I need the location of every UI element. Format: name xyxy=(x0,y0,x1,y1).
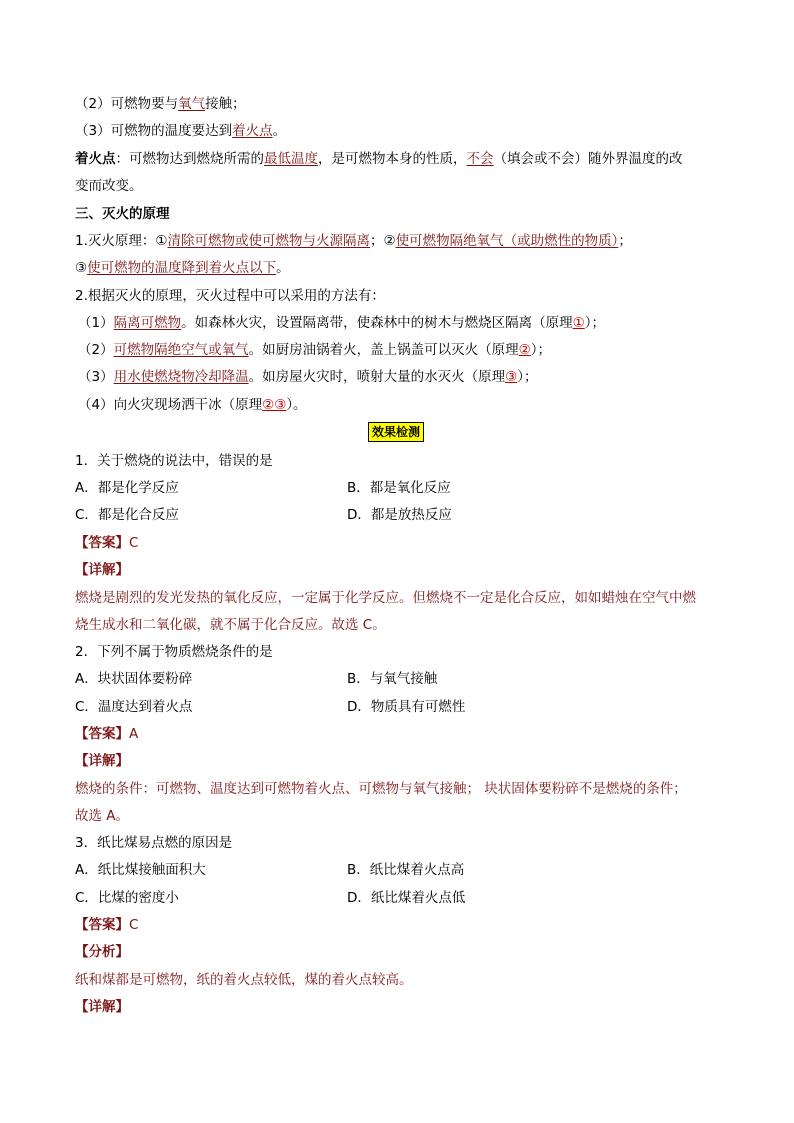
q2-answer xyxy=(75,724,734,744)
method-1-key: 隔离可燃物 xyxy=(113,315,182,331)
condition-3-prefix: （3）可燃物的温度要达到 xyxy=(75,123,233,139)
method-2-key: 可燃物隔绝空气或氧气 xyxy=(113,342,249,358)
q3-option-b: B．纸比煤着火点高 xyxy=(347,862,465,878)
method-1-text: 。如森林火灾，设置隔离带，使森林中的树木与燃烧区隔离（原理 xyxy=(181,315,573,331)
q3-analysis-label: 【分析】 xyxy=(75,944,129,960)
method-2-end: ）； xyxy=(530,342,551,358)
q2-answer-label: 【答案】 xyxy=(75,726,129,742)
q1-option-a: A．都是化学反应 xyxy=(75,480,179,496)
condition-2-suffix: 接触； xyxy=(205,96,246,112)
method-2-prefix: （2） xyxy=(78,342,114,358)
method-4 xyxy=(78,395,734,415)
q1-answer xyxy=(75,533,734,553)
q1-detail-2: 烧生成水和二氧化碳，就不属于化合反应。故选 C。 xyxy=(75,617,386,633)
method-1 xyxy=(78,313,734,333)
method-2 xyxy=(78,340,734,360)
q3-answer-value: C xyxy=(129,917,139,933)
q1-detail-1: 燃烧是剧烈的发光发热的氧化反应，一定属于化学反应。但燃烧不一定是化合反应，如如蜡烛在空气中燃 xyxy=(75,590,696,606)
effect-test-badge: 效果检测 xyxy=(368,422,424,442)
condition-3 xyxy=(75,121,734,141)
method-3-key: 用水使燃烧物冷却降温 xyxy=(113,369,249,385)
q3-answer xyxy=(75,915,734,935)
principle-key-1: 清除可燃物或使可燃物与火源隔离 xyxy=(167,233,370,249)
methods-intro: 2.根据灭火的原理，灭火过程中可以采用的方法有： xyxy=(75,288,385,304)
ignition-text-a: ：可燃物达到燃烧所需的 xyxy=(115,151,264,167)
q1-detail-label: 【详解】 xyxy=(75,562,129,578)
q3-answer-label: 【答案】 xyxy=(75,917,129,933)
q3-option-c: C．比煤的密度小 xyxy=(75,890,179,906)
ignition-definition-cont xyxy=(75,176,734,196)
q3-stem: 3．纸比煤易点燃的原因是 xyxy=(75,835,233,851)
principle-prefix: 1.灭火原理：① xyxy=(75,233,168,249)
ignition-text-b: ，是可燃物本身的性质， xyxy=(318,151,467,167)
principle-mid: ；② xyxy=(369,233,396,249)
principle-end: ； xyxy=(618,233,632,249)
q2-option-d: D．物质具有可燃性 xyxy=(347,699,466,715)
q3-detail-label: 【详解】 xyxy=(75,999,129,1015)
q2-option-b: B．与氧气接触 xyxy=(347,671,438,687)
ignition-text-c: （填会或不会）随外界温度的改 xyxy=(493,151,683,167)
method-1-ref: ① xyxy=(572,315,585,331)
q2-stem: 2．下列不属于物质燃烧条件的是 xyxy=(75,644,273,660)
q1-stem: 1．关于燃烧的说法中，错误的是 xyxy=(75,453,273,469)
method-3-text: 。如房屋火灾时，喷射大量的水灭火（原理 xyxy=(248,369,506,385)
q2-detail-2: 故选 A。 xyxy=(75,808,130,824)
method-3 xyxy=(78,367,734,387)
q1-answer-label: 【答案】 xyxy=(75,535,129,551)
q2-detail-1: 燃烧的条件：可燃物、温度达到可燃物着火点、可燃物与氧气接触； 块状固体要粉碎不是燃烧的条件； xyxy=(75,781,687,797)
method-4-end: ）。 xyxy=(286,397,307,413)
q1-option-d: D．都是放热反应 xyxy=(347,507,452,523)
q3-option-a: A．纸比煤接触面积大 xyxy=(75,862,206,878)
method-4-text: （4）向火灾现场洒干冰（原理 xyxy=(78,397,263,413)
ignition-definition xyxy=(75,149,734,169)
method-4-ref: ②③ xyxy=(262,397,287,413)
principle-line-2 xyxy=(75,258,734,278)
method-1-end: ）； xyxy=(584,315,605,331)
condition-2-prefix: （2）可燃物要与 xyxy=(75,96,179,112)
principle-num-3: ③ xyxy=(75,260,88,276)
q2-detail-label: 【详解】 xyxy=(75,753,129,769)
method-1-prefix: （1） xyxy=(78,315,114,331)
method-3-ref: ③ xyxy=(505,369,518,385)
principle-line-1 xyxy=(75,231,734,251)
method-3-end: ）； xyxy=(517,369,538,385)
q1-answer-value: C xyxy=(129,535,139,551)
condition-3-suffix: 。 xyxy=(272,123,287,139)
ignition-key-1: 最低温度 xyxy=(264,151,318,167)
ignition-key-2: 不会 xyxy=(466,151,494,167)
q2-option-c: C．温度达到着火点 xyxy=(75,699,193,715)
q1-option-b: B．都是氧化反应 xyxy=(347,480,451,496)
method-2-text: 。如厨房油锅着火，盖上锅盖可以灭火（原理 xyxy=(248,342,519,358)
ignition-term: 着火点 xyxy=(75,151,116,167)
ignition-text-d: 变而改变。 xyxy=(75,178,143,194)
condition-3-key: 着火点 xyxy=(232,123,273,139)
method-2-ref: ② xyxy=(518,342,531,358)
q2-answer-value: A xyxy=(129,726,139,742)
principle-key-3: 使可燃物的温度降到着火点以下 xyxy=(87,260,277,276)
condition-2 xyxy=(75,94,734,114)
section-heading: 三、灭火的原理 xyxy=(75,206,170,222)
method-3-prefix: （3） xyxy=(78,369,114,385)
principle-end-2: 。 xyxy=(276,260,290,276)
q3-option-d: D．纸比煤着火点低 xyxy=(347,890,466,906)
q1-option-c: C．都是化合反应 xyxy=(75,507,179,523)
q2-option-a: A．块状固体要粉碎 xyxy=(75,671,193,687)
principle-key-2: 使可燃物隔绝氧气（或助燃性的物质） xyxy=(395,233,619,249)
q3-analysis: 纸和煤都是可燃物，纸的着火点较低，煤的着火点较高。 xyxy=(75,972,413,988)
condition-2-key: 氧气 xyxy=(178,96,206,112)
